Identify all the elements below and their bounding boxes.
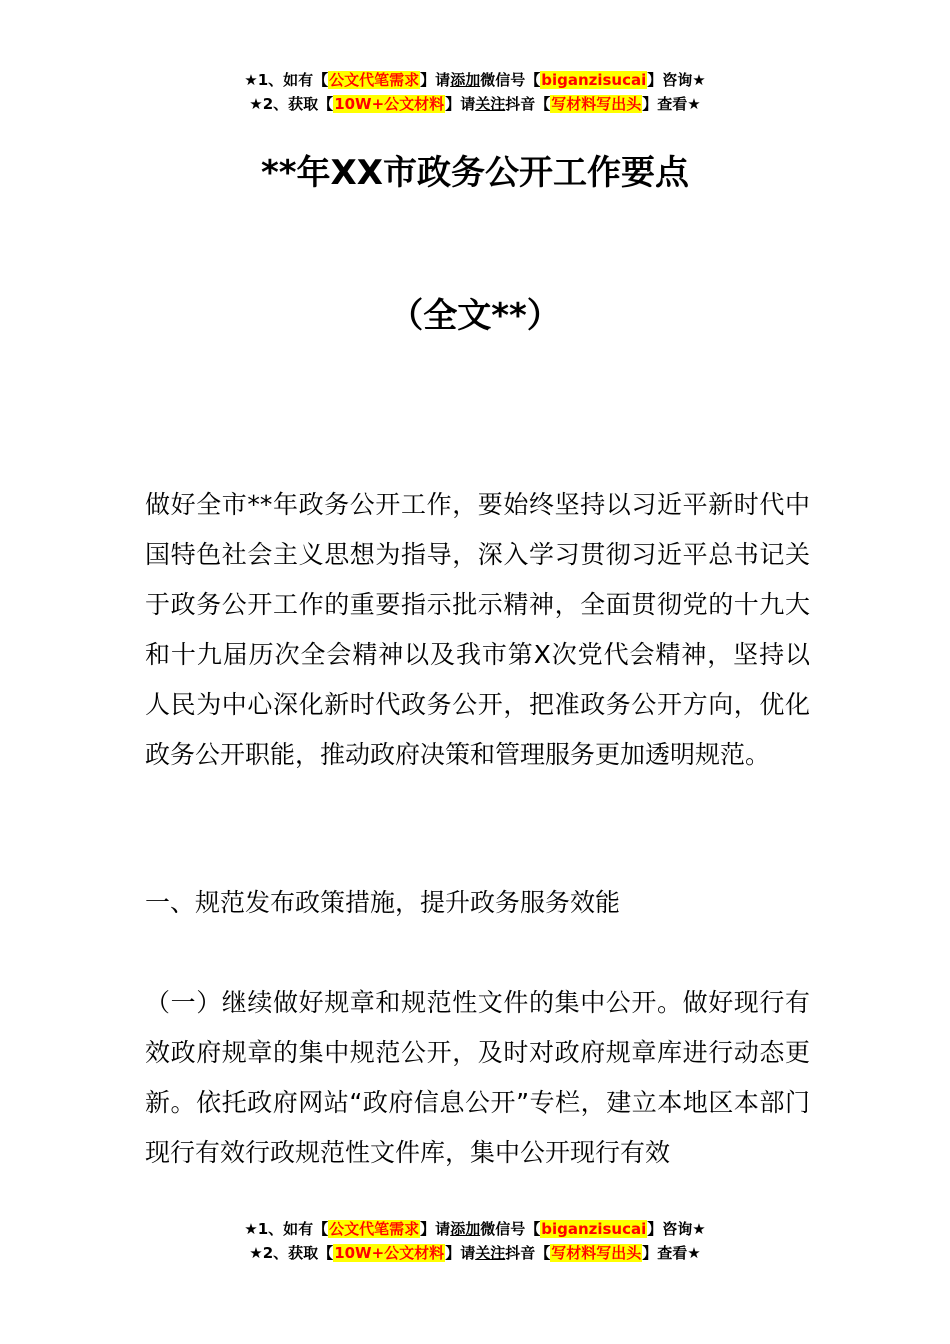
banner-text: 】查看★: [642, 1244, 701, 1262]
banner-emphasis: 关注: [475, 1244, 506, 1262]
highlight-materials: 10W+公文材料: [334, 95, 445, 113]
highlight-douyin-account: 写材料写出头: [551, 1244, 642, 1262]
header-banner: [0, 68, 950, 116]
banner-line-1: [0, 1217, 950, 1241]
banner-text: ★2、获取【: [249, 95, 334, 113]
intro-paragraph: 做好全市**年政务公开工作，要始终坚持以习近平新时代中国特色社会主义思想为指导，深入学习贯彻习近平总书记关于政务公开工作的重要指示批示精神，全面贯彻党的十九大和十九届历次全会精神以及我市第X次党代会精神，坚持以人民为中心深化新时代政务公开，把准政务公开方向，优化政务公开职能，推动政府决策和管理服务更加透明规范。: [145, 490, 810, 769]
highlight-wechat-id: biganzisucai: [541, 71, 647, 89]
banner-line-1: [0, 68, 950, 92]
highlight-service: 公文代笔需求: [329, 71, 420, 89]
banner-text: 抖音【: [505, 1244, 551, 1262]
section-heading: 一、规范发布政策措施，提升政务服务效能: [145, 888, 621, 917]
banner-emphasis: 添加: [450, 71, 481, 89]
highlight-materials: 10W+公文材料: [334, 1244, 445, 1262]
highlight-service: 公文代笔需求: [329, 1220, 420, 1238]
banner-text: 】请: [445, 1244, 476, 1262]
banner-text: 】请: [420, 1220, 451, 1238]
highlight-douyin-account: 写材料写出头: [551, 95, 642, 113]
banner-text: ★2、获取【: [249, 1244, 334, 1262]
highlight-wechat-id: biganzisucai: [541, 1220, 647, 1238]
banner-line-2: [0, 92, 950, 116]
banner-text: 微信号【: [480, 71, 541, 89]
banner-emphasis: 添加: [450, 1220, 481, 1238]
banner-line-2: [0, 1241, 950, 1265]
banner-text: 抖音【: [505, 95, 551, 113]
banner-text: ★1、如有【: [244, 1220, 329, 1238]
banner-text: ★1、如有【: [244, 71, 329, 89]
banner-text: 】咨询★: [647, 71, 706, 89]
banner-text: 】请: [420, 71, 451, 89]
banner-text: 】咨询★: [647, 1220, 706, 1238]
banner-text: 微信号【: [480, 1220, 541, 1238]
section-paragraph: （一）继续做好规章和规范性文件的集中公开。做好现行有效政府规章的集中规范公开，及时对政府规章库进行动态更新。依托政府网站“政府信息公开”专栏，建立本地区本部门现行有效行政规范性文件库，集中公开现行有效: [145, 988, 810, 1167]
document-title: **年XX市政务公开工作要点: [261, 153, 689, 193]
banner-emphasis: 关注: [475, 95, 506, 113]
banner-text: 】请: [445, 95, 476, 113]
banner-text: 】查看★: [642, 95, 701, 113]
footer-banner: [0, 1217, 950, 1265]
document-subtitle: （全文**）: [389, 296, 561, 336]
